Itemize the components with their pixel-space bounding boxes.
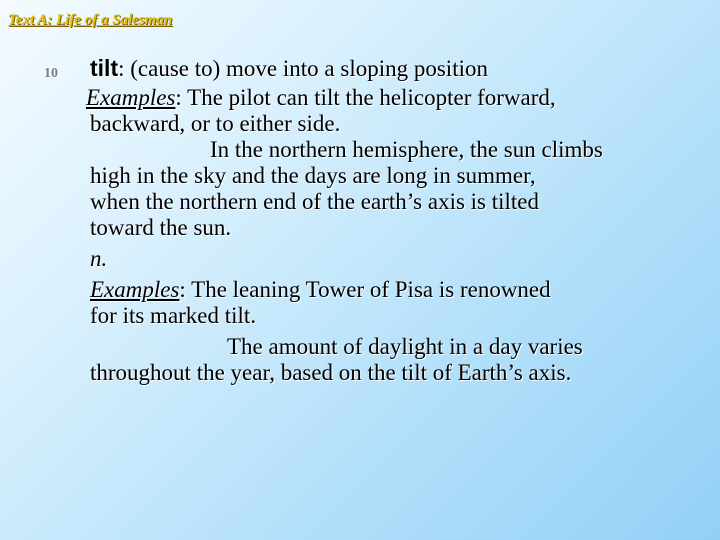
verb-example2-line-3: when the northern end of the earth’s axis is tilted (90, 189, 540, 214)
examples-label: Examples (86, 85, 176, 110)
definition-line (90, 55, 710, 81)
verb-example-text-1: : The pilot can tilt the helicopter forward, (175, 85, 556, 110)
headword: tilt (90, 55, 119, 81)
slide-number: 10 (44, 66, 58, 81)
noun-example-line-2: for its marked tilt. (90, 303, 257, 328)
slide-title: Text A: Life of a Salesman (8, 12, 173, 28)
verb-example2-line-1: In the northern hemisphere, the sun climbs (210, 137, 603, 162)
examples-label-noun: Examples (90, 277, 180, 302)
noun-example-text-1: : The leaning Tower of Pisa is renowned (179, 277, 551, 302)
noun-example2-line-2: throughout the year, based on the tilt of Earth’s axis. (90, 360, 572, 385)
verb-example-line-1 (86, 85, 710, 111)
verb-example2-line-4: toward the sun. (90, 215, 232, 240)
verb-example2-line-2: high in the sky and the days are long in summer, (90, 163, 536, 188)
noun-example2-line-1: The amount of daylight in a day varies (227, 334, 583, 359)
noun-part-of-speech: n. (90, 246, 108, 271)
noun-example-line-1 (90, 277, 710, 303)
definition-text: : (cause to) move into a sloping position (118, 56, 488, 81)
vocabulary-entry (86, 55, 710, 386)
verb-example-line-2: backward, or to either side. (90, 111, 341, 136)
